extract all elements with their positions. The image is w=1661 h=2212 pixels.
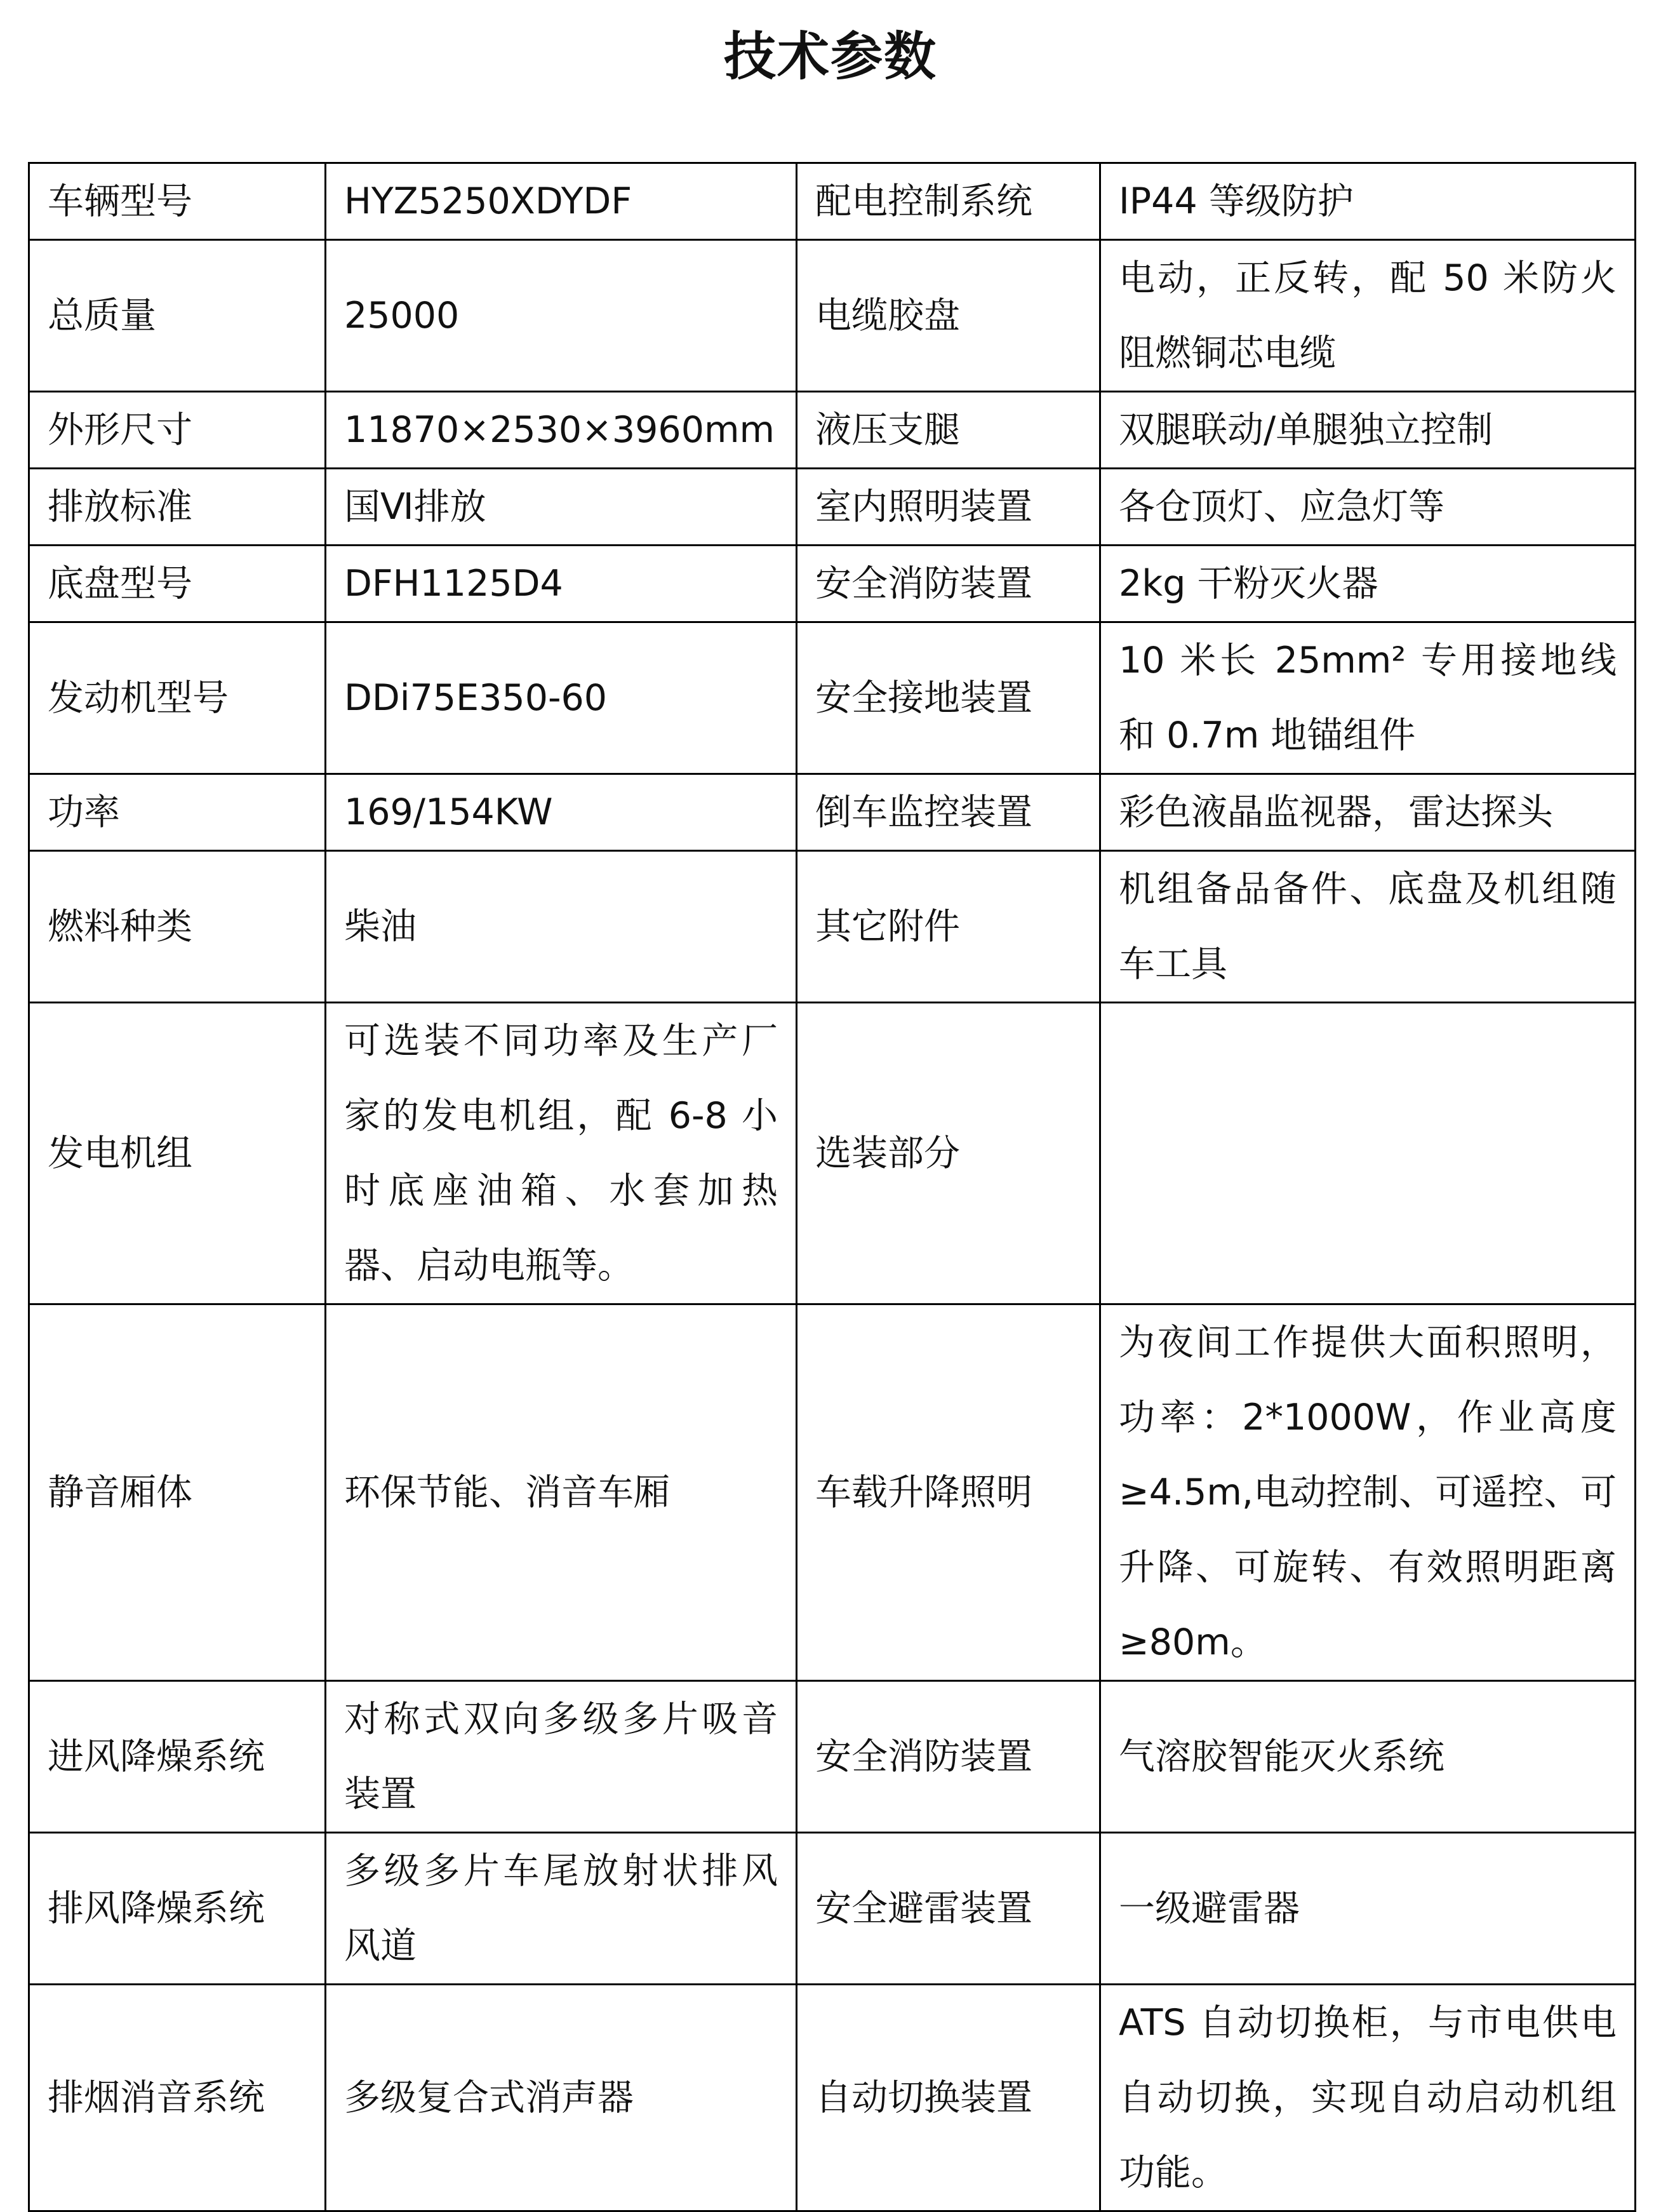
param-label: 燃料种类 (29, 851, 326, 1003)
param-label: 配电控制系统 (797, 163, 1100, 240)
param-value: IP44 等级防护 (1100, 163, 1636, 240)
table-row (29, 1985, 1636, 2211)
param-label: 排风降燥系统 (29, 1833, 326, 1985)
param-value: 11870×2530×3960mm (326, 392, 797, 469)
param-label: 车辆型号 (29, 163, 326, 240)
param-value: DFH1125D4 (326, 546, 797, 622)
param-label: 车载升降照明 (797, 1304, 1100, 1681)
param-value: 多级复合式消声器 (326, 1985, 797, 2211)
param-label: 自动切换装置 (797, 1985, 1100, 2211)
param-value: 多级多片车尾放射状排风风道 (326, 1833, 797, 1985)
param-value (1100, 1003, 1636, 1304)
param-value: 各仓顶灯、应急灯等 (1100, 469, 1636, 546)
param-value: 为夜间工作提供大面积照明，功率：2*1000W，作业高度≥4.5m,电动控制、可遥控、可升降、可旋转、有效照明距离≥80m。 (1100, 1304, 1636, 1681)
param-value: 国Ⅵ排放 (326, 469, 797, 546)
table-row (29, 1003, 1636, 1304)
param-value: 电动，正反转，配 50 米防火阻燃铜芯电缆 (1100, 240, 1636, 392)
param-value: 可选装不同功率及生产厂家的发电机组，配 6-8 小时底座油箱、水套加热器、启动电瓶等。 (326, 1003, 797, 1304)
param-label: 总质量 (29, 240, 326, 392)
param-value: 2kg 干粉灭火器 (1100, 546, 1636, 622)
param-label: 安全消防装置 (797, 546, 1100, 622)
param-label: 排放标准 (29, 469, 326, 546)
param-label: 安全避雷装置 (797, 1833, 1100, 1985)
param-label: 外形尺寸 (29, 392, 326, 469)
param-label: 电缆胶盘 (797, 240, 1100, 392)
table-row (29, 851, 1636, 1003)
table-row (29, 163, 1636, 240)
param-label: 液压支腿 (797, 392, 1100, 469)
param-label: 室内照明装置 (797, 469, 1100, 546)
table-row (29, 392, 1636, 469)
param-label: 排烟消音系统 (29, 1985, 326, 2211)
table-row (29, 774, 1636, 851)
param-label: 静音厢体 (29, 1304, 326, 1681)
table-row (29, 240, 1636, 392)
param-value: 柴油 (326, 851, 797, 1003)
param-value: 对称式双向多级多片吸音装置 (326, 1681, 797, 1833)
param-value: 169/154KW (326, 774, 797, 851)
table-row (29, 622, 1636, 774)
param-label: 进风降燥系统 (29, 1681, 326, 1833)
param-label: 倒车监控装置 (797, 774, 1100, 851)
param-value: 一级避雷器 (1100, 1833, 1636, 1985)
table-row (29, 546, 1636, 622)
param-label: 底盘型号 (29, 546, 326, 622)
table-row (29, 469, 1636, 546)
param-label: 功率 (29, 774, 326, 851)
param-value: DDi75E350-60 (326, 622, 797, 774)
param-value: 环保节能、消音车厢 (326, 1304, 797, 1681)
param-label: 安全消防装置 (797, 1681, 1100, 1833)
table-row (29, 1304, 1636, 1681)
param-label: 选装部分 (797, 1003, 1100, 1304)
param-value: 彩色液晶监视器，雷达探头 (1100, 774, 1636, 851)
param-value: ATS 自动切换柜，与市电供电自动切换，实现自动启动机组功能。 (1100, 1985, 1636, 2211)
param-value: 机组备品备件、底盘及机组随车工具 (1100, 851, 1636, 1003)
param-value: HYZ5250XDYDF (326, 163, 797, 240)
param-value: 双腿联动/单腿独立控制 (1100, 392, 1636, 469)
param-label: 发电机组 (29, 1003, 326, 1304)
param-value: 10 米长 25mm² 专用接地线和 0.7m 地锚组件 (1100, 622, 1636, 774)
param-label: 安全接地装置 (797, 622, 1100, 774)
param-label: 其它附件 (797, 851, 1100, 1003)
table-row (29, 1681, 1636, 1833)
spec-table (28, 162, 1636, 2212)
param-value: 气溶胶智能灭火系统 (1100, 1681, 1636, 1833)
table-row (29, 1833, 1636, 1985)
page-title: 技术参数 (723, 27, 937, 87)
param-label: 发动机型号 (29, 622, 326, 774)
param-value: 25000 (326, 240, 797, 392)
